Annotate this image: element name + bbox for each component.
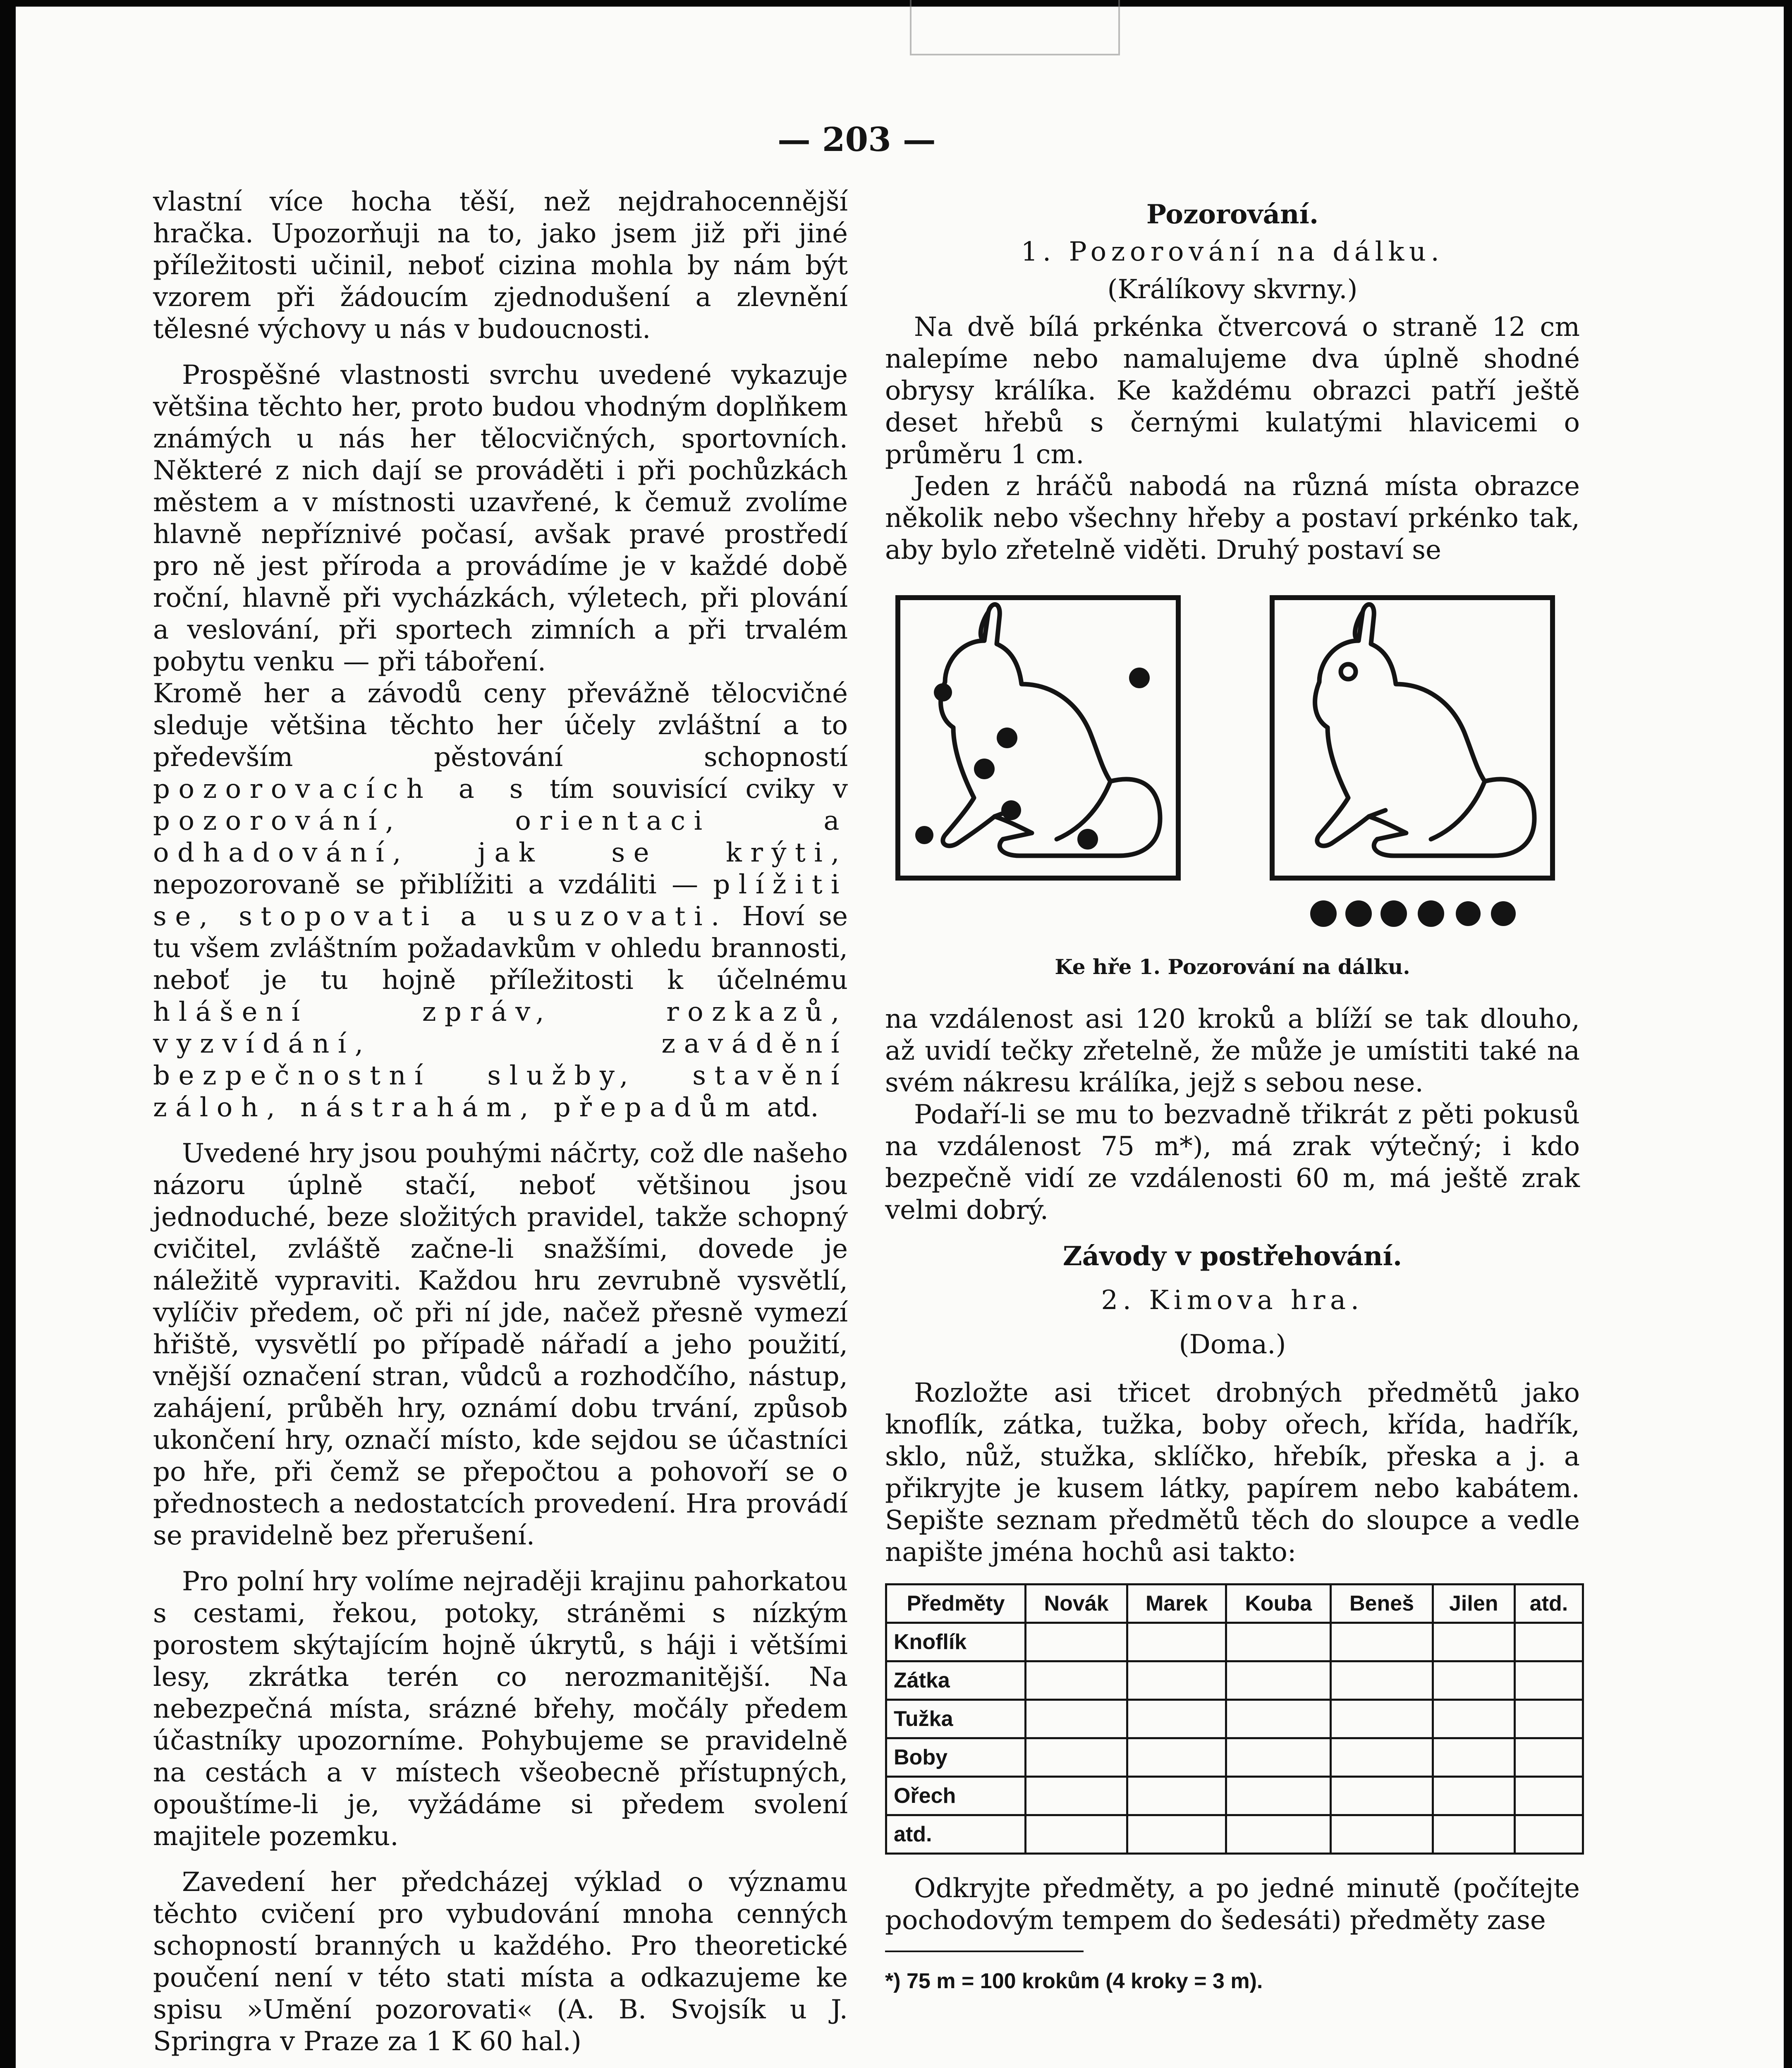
table-row bbox=[886, 1738, 1583, 1777]
paragraph: Podaří-li se mu to bezvadně třikrát z pěti pokusů na vzdálenost 75 m*), má zrak výtečný; i kdo bezpečně vidí ze vzdálenosti 60 m, má ještě zrak velmi dobrý. bbox=[885, 1099, 1580, 1225]
spaced-term: pozorování, orientaci a odhadování, jak se krýti, bbox=[153, 806, 848, 868]
row-label: atd. bbox=[886, 1815, 1026, 1854]
rabbit-outline-illustration bbox=[1270, 595, 1555, 881]
paragraph: Zavedení her předcházej výklad o významu těchto cvičení pro vybudování mnoha cenných schopností branných u každého. Pro theoretické poučení není v této stati místa a odkazujeme ke spisu »Umění pozorovati« (A. B. Svojsík u J. Springra v Praze za 1 K 60 hal.) bbox=[153, 1867, 848, 2057]
table-row bbox=[886, 1777, 1583, 1815]
table-row bbox=[886, 1700, 1583, 1738]
table-header: Předměty bbox=[886, 1585, 1026, 1623]
table-header: Novák bbox=[1026, 1585, 1127, 1623]
paragraph-spaced-terms bbox=[153, 678, 848, 1124]
paragraph: Uvedené hry jsou pouhými náčrty, což dle našeho názoru úplně stačí, neboť většinou jsou jednoduché, beze složitých pravidel, takže schopný cvičitel, zvláště začne-li snažšími, dovede je náležitě vypraviti. Každou hru zevrubně vysvětlí, vylíčiv předem, oč při ní jde, načež přesně vymezí hřiště, vysvětlí po případě nářadí a jeho použití, vnější označení stran, vůdců a rozhodčího, nástup, zahájení, průběh hry, oznámí dobu trvání, způsob ukončení hry, označí místo, kde sejdou se účastníci po hře, při čemž se přepočtou a pohovoří se o přednostech a nedostatcích provedení. Hra provádí se pravidelně bez přerušení. bbox=[153, 1138, 848, 1551]
paragraph: vlastní více hocha těší, než nejdrahocennější hračka. Upozorňuji na to, jako jsem již při jiné příležitosti učinil, neboť cizina mohla by nám být vzorem při žádoucím zjednodušení a zlevnění tělesné výchovy u nás v budoucnosti. bbox=[153, 187, 848, 345]
table-header: Jilen bbox=[1433, 1585, 1514, 1623]
pin-heads-row bbox=[1307, 897, 1538, 930]
row-label: Knoflík bbox=[886, 1623, 1026, 1661]
spaced-term: plížiti se, stopovati a usuzovati. bbox=[153, 869, 848, 932]
table-header: Marek bbox=[1127, 1585, 1226, 1623]
paragraph: Na dvě bílá prkénka čtvercová o straně 12 cm nalepíme nebo namalujeme dva úplně shodné obrysy králíka. Ke každému obrazci patří ještě deset hřebů s černými kulatými hlavicemi o průměru 1 cm. bbox=[885, 312, 1580, 470]
paragraph: Rozložte asi třicet drobných předmětů jako knoflík, zátka, tužka, boby ořech, křída, hadřík, sklo, nůž, stužka, sklíčko, hřebík, přeska a j. a přikryjte je kusem látky, papírem nebo kabátem. Sepište seznam předmětů těch do sloupce a vedle napište jména hochů asi takto: bbox=[885, 1378, 1580, 1568]
table-header: Beneš bbox=[1331, 1585, 1433, 1623]
table-row bbox=[886, 1815, 1583, 1854]
row-label: Zátka bbox=[886, 1661, 1026, 1700]
table-header-row bbox=[886, 1585, 1583, 1623]
footnote-rule bbox=[885, 1951, 1084, 1952]
game-title: 2. Kimova hra. bbox=[1101, 1285, 1364, 1316]
text-run: Kromě her a závodů ceny převážně tělocvičné sleduje většina těchto her účely zvláštní a to především pěstování schopností bbox=[153, 678, 848, 773]
figure-rabbits bbox=[885, 595, 1580, 951]
text-run: Hoví se tu všem zvláštním požadavkům v ohledu brannosti, neboť je tu hojně příležitosti k účelnému bbox=[153, 901, 848, 996]
game-subtitle: (Králíkovy skvrny.) bbox=[1107, 274, 1358, 305]
table-header: atd. bbox=[1514, 1585, 1583, 1623]
text-run: tím souvisící cviky v bbox=[550, 774, 848, 804]
spaced-term: pozorovacích a s bbox=[153, 774, 532, 804]
text-run: nepozorovaně se přiblížiti a vzdáliti — bbox=[153, 869, 699, 900]
table-header: Kouba bbox=[1226, 1585, 1331, 1623]
text-run: atd. bbox=[767, 1092, 819, 1123]
footnote: *) 75 m = 100 krokům (4 kroky = 3 m). bbox=[885, 1969, 1263, 1993]
left-column bbox=[153, 186, 848, 2068]
paragraph: Jeden z hráčů nabodá na různá místa obrazce několik nebo všechny hřeby a postaví prkénko tak, aby bylo zřetelně viděti. Druhý postaví se bbox=[885, 471, 1580, 565]
section-heading: Pozorování. bbox=[1146, 199, 1319, 230]
score-table bbox=[885, 1583, 1584, 1855]
row-label: Tužka bbox=[886, 1700, 1026, 1738]
spaced-term: hlášení zpráv, rozkazů, vyzvídání, zavádění bezpečnostní služby, stavění záloh, nástrahám, přepadům bbox=[153, 997, 848, 1123]
game-title: 1. Pozorování na dálku. bbox=[1021, 237, 1444, 267]
rabbit-with-spots-illustration bbox=[895, 595, 1181, 881]
paragraph: Odkryjte předměty, a po jedné minutě (počítejte pochodovým tempem do šedesáti) předměty zase bbox=[885, 1873, 1580, 1936]
page-number: — 203 — bbox=[778, 120, 936, 159]
row-label: Ořech bbox=[886, 1777, 1026, 1815]
scan-artifact bbox=[910, 0, 1120, 55]
right-column bbox=[885, 199, 1580, 1997]
paragraph: na vzdálenost asi 120 kroků a blíží se tak dlouho, až uvidí tečky zřetelně, že může je umístiti také na svém nákresu králíka, jejž s sebou nese. bbox=[885, 1004, 1580, 1098]
table-row bbox=[886, 1623, 1583, 1661]
paragraph: Prospěšné vlastnosti svrchu uvedené vykazuje většina těchto her, proto budou vhodným doplňkem známých u nás her tělocvičných, sportovních. Některé z nich dají se prováděti i při pochůzkách městem a v místnosti uzavřené, k čemuž zvolíme hlavně nepříznivé počasí, avšak pravé prostředí pro ně jest příroda a provádíme je v každé době roční, hlavně při vycházkách, výletech, při plování a veslování, při sportech zimních a při trvalém pobytu venku — při táboření. bbox=[153, 360, 848, 677]
game-subtitle: (Doma.) bbox=[1179, 1329, 1286, 1360]
table-row bbox=[886, 1661, 1583, 1700]
paragraph: Pro polní hry volíme nejraději krajinu pahorkatou s cestami, řekou, potoky, stráněmi s nízkým porostem skýtajícím hojně úkrytů, s háji i většími lesy, zkrátka terén co nerozmanitější. Na nebezpečná místa, srázné břehy, močály předem účastníky upozorníme. Pohybujeme se pravidelně na cestách a v místech všeobecně přístupných, opouštíme-li je, vyžádáme si předem svolení majitele pozemku. bbox=[153, 1566, 848, 1852]
row-label: Boby bbox=[886, 1738, 1026, 1777]
section-heading: Závody v postřehování. bbox=[1062, 1241, 1402, 1272]
figure-caption: Ke hře 1. Pozorování na dálku. bbox=[1055, 955, 1410, 979]
